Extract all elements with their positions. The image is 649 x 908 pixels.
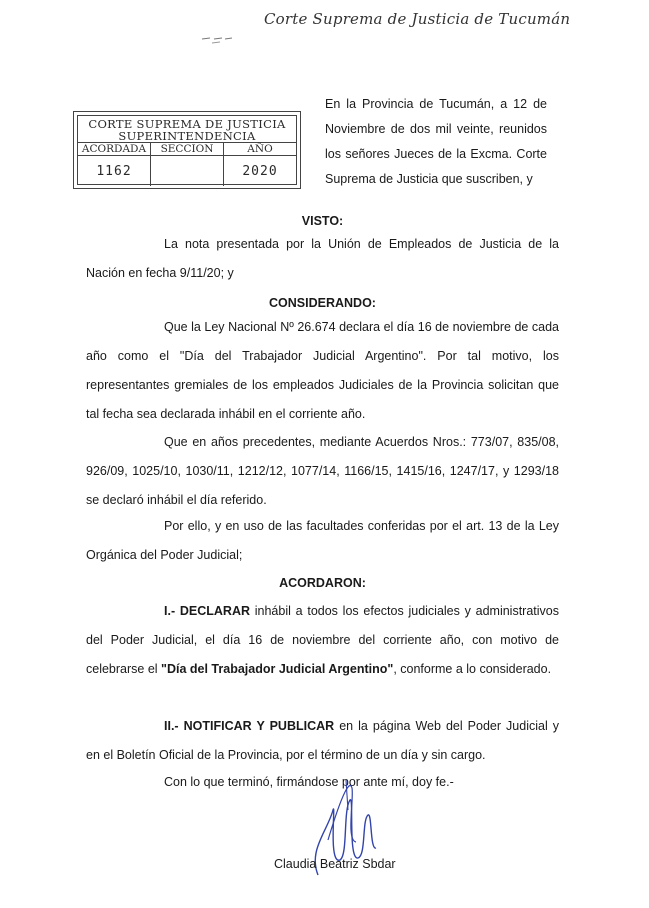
considerando-heading: CONSIDERANDO: [269,296,376,310]
intro-line: En la Provincia de Tucumán, a 12 de [325,97,547,111]
superintendencia-stamp [73,111,301,189]
visto-heading: VISTO: [301,214,344,228]
stamp-col-seccion: SECCION [151,143,224,155]
article-i-text: inhábil a todos los efectos judiciales y administrativos del Poder Judicial, el día 16 de noviembre del corriente año, con motivo de celebrarse el [86,604,559,676]
article-ii [86,712,559,770]
stamp-val-ano: 2020 [242,163,278,179]
stamp-col-acordada: ACORDADA [78,143,151,155]
stamp-header-row [78,142,296,155]
article-ii-label: II.- NOTIFICAR Y PUBLICAR [164,719,335,733]
article-ii-text: en la página Web del Poder Judicial y en el Boletín Oficial de la Provincia, por el término de un día y sin cargo. [86,719,560,762]
court-header: Corte Suprema de Justicia de Tucumán [264,10,571,28]
stamp-title-line2: SUPERINTENDENCIA [118,129,256,143]
intro-paragraph [325,92,547,192]
stamp-title [78,116,296,142]
article-i [86,597,559,684]
article-i-text-end: , conforme a lo considerado. [393,662,552,676]
acordaron-heading: ACORDARON: [279,576,366,590]
considerando-p3: Por ello, y en uso de las facultades conferidas por el art. 13 de la Ley Orgánica del Poder Judicial; [86,519,559,562]
stamp-val-acordada: 1162 [78,156,151,186]
considerando-p1: Que la Ley Nacional Nº 26.674 declara el día 16 de noviembre de cada año como el "Día del Trabajador Judicial Argentino". Por tal motivo, los representantes gremiales de los empleados Judiciales de la Provincia solicitan que tal fecha sea declarada inhábil en el corriente año. [86,320,559,421]
stamp-title-line1: CORTE SUPREMA DE JUSTICIA [88,117,286,131]
article-i-label: I.- DECLARAR [164,604,250,618]
article-i-bold: "Día del Trabajador Judicial Argentino" [161,662,394,676]
intro-line: Suprema de Justicia que suscriben, y [325,172,533,186]
visto-text: La nota presentada por la Unión de Empleados de Justicia de la Nación en fecha 9/11/20; y [86,237,559,280]
signatory-name: Claudia Beatriz Sbdar [274,857,396,871]
stamp-values-row [78,155,296,186]
margin-mark [200,30,234,46]
intro-line: Noviembre de dos mil veinte, reunidos [325,122,547,136]
stamp-col-ano: AÑO [247,143,273,155]
intro-line: los señores Jueces de la Excma. Corte [325,147,547,161]
closing-line: Con lo que terminó, firmándose por ante mí, doy fe.- [164,775,454,789]
stamp-val-seccion [151,156,224,186]
considerando-p2: Que en años precedentes, mediante Acuerdos Nros.: 773/07, 835/08, 926/09, 1025/10, 1030/11, 1212/12, 1077/14, 1166/15, 1415/16, 1247/17, y 1293/18 se declaró inhábil el día referido. [86,435,559,507]
